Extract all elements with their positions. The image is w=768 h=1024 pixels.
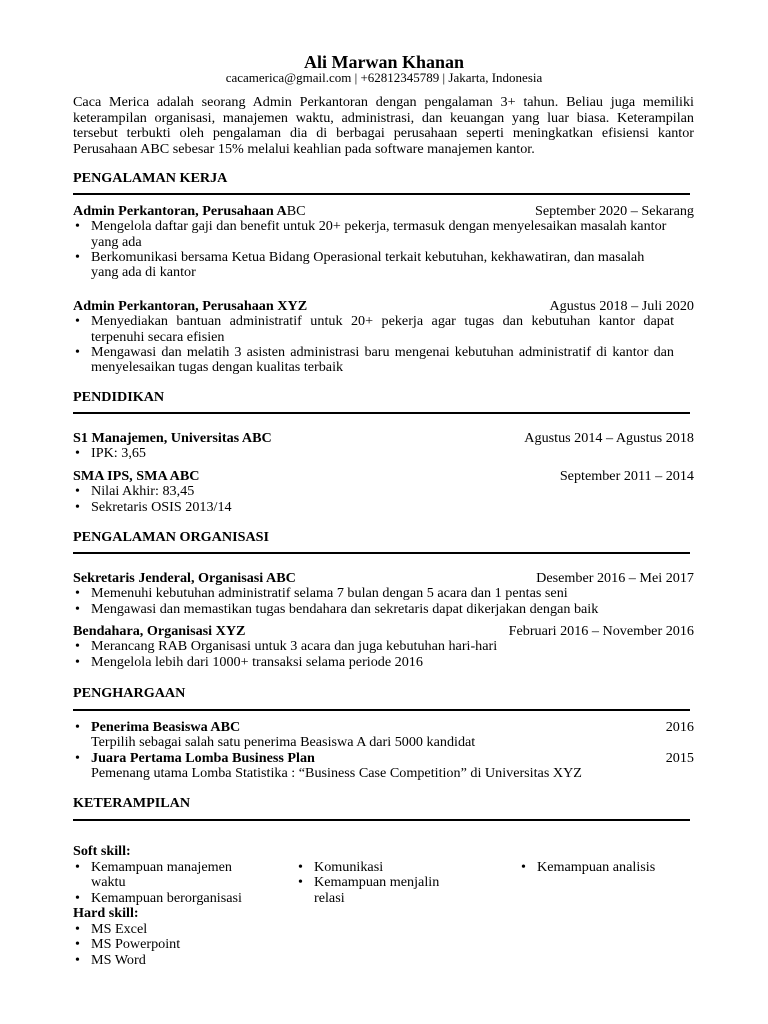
award-description: Terpilih sebagai salah satu penerima Beasiswa A dari 5000 kandidat [91,734,476,751]
entry-header [73,571,694,586]
bullet-item: • Merancang RAB Organisasi untuk 3 acara dan juga kebutuhan hari-hari [73,639,674,654]
bullet-item: • Menyediakan bantuan administratif untuk 20+ pekerja agar tugas dan kebutuhan kantor dapat terpenuhi secara efisien [73,314,674,345]
bullet-list [73,484,674,515]
bullet-list [73,219,674,280]
skill-item: • Kemampuan berorganisasi [73,891,246,906]
entry-header [73,431,694,446]
entry-date: Februari 2016 – November 2016 [508,623,694,639]
section-divider [73,819,690,821]
entry-date: September 2020 – Sekarang [534,203,694,219]
skill-item: • MS Powerpoint [73,937,674,952]
soft-skill-column [296,860,469,906]
entry-date: September 2011 – 2014 [559,468,694,484]
section-divider [73,552,690,554]
entry-title: S1 Manajemen, Universitas ABC [73,430,272,446]
entry-title: Bendahara, Organisasi XYZ [73,623,246,639]
entry-header [73,624,694,639]
skill-item: • Kemampuan analisis [519,860,692,875]
skill-item: • Kemampuan manajemen waktu [73,860,246,891]
hard-skill-list [73,922,694,968]
bullet-item: • Memenuhi kebutuhan administratif selama 7 bulan dengan 5 acara dan 1 pentas seni [73,586,674,601]
award-year: 2015 [665,749,694,766]
award-year: 2016 [665,719,694,735]
entry-header [73,469,694,484]
work-entry [73,299,694,375]
entry-title: Admin Perkantoran, Perusahaan XYZ [73,298,308,314]
summary-paragraph: Caca Merica adalah seorang Admin Perkantoran dengan pengalaman 3+ tahun. Beliau juga memiliki keterampilan organisasi, manajemen waktu, administrasi, dan keuangan yang luar biasa. Keterampilan tersebut terbukti oleh pengalaman dia di berbagai perusahaan seperti meningkatkan efisiensi kantor Perusahaan ABC sebesar 15% melalui keahlian pada software manajemen kantor. [73,94,694,157]
section-title-organization: PENGALAMAN ORGANISASI [73,529,270,545]
award-item [73,720,694,751]
entry-header [73,204,694,219]
name-heading: Ali Marwan Khanan [303,52,465,72]
section-title-awards: PENGHARGAAN [73,685,186,701]
section-divider [73,412,690,414]
organization-entry [73,571,694,617]
bullet-list [73,860,246,906]
bullet-item: • Mengelola lebih dari 1000+ transaksi selama periode 2016 [73,655,674,670]
entry-title: Sekretaris Jenderal, Organisasi ABC [73,570,296,586]
hard-skill-label: Hard skill: [73,905,139,921]
organization-entry [73,624,694,670]
entry-title-regular: BC [286,203,306,219]
bullet-item: • Sekretaris OSIS 2013/14 [73,500,674,515]
award-header [73,751,694,766]
education-entry [73,431,694,462]
soft-skill-column [519,860,692,875]
entry-date: Desember 2016 – Mei 2017 [536,570,694,586]
entry-title-bold: Admin Perkantoran, Perusahaan A [73,203,287,219]
bullet-item: • Mengawasi dan memastikan tugas bendahara dan sekretaris dapat dikerjakan dengan baik [73,602,674,617]
section-divider [73,193,690,195]
bullet-list [296,860,469,906]
entry-title: SMA IPS, SMA ABC [73,468,200,484]
bullet-list [73,586,674,617]
award-title: • Penerima Beasiswa ABC [91,719,241,735]
section-title-skills: KETERAMPILAN [73,795,191,811]
bullet-list [73,314,674,375]
skill-item: • Kemampuan menjalin relasi [296,875,469,906]
skill-item: • Komunikasi [296,860,469,875]
bullet-item: • Nilai Akhir: 83,45 [73,484,674,499]
skill-item: • MS Excel [73,922,674,937]
entry-title [73,204,306,219]
entry-header [73,299,694,314]
bullet-list [73,922,674,968]
entry-date: Agustus 2018 – Juli 2020 [549,298,694,314]
bullet-item: • IPK: 3,65 [73,446,674,461]
bullet-item: • Berkomunikasi bersama Ketua Bidang Operasional terkait kebutuhan, kekhawatiran, dan masalah yang ada di kantor [73,250,674,281]
bullet-list [519,860,692,875]
awards-list [73,720,694,781]
soft-skill-label: Soft skill: [73,843,131,859]
bullet-item: • Mengelola daftar gaji dan benefit untuk 20+ pekerja, termasuk dengan menyelesaikan masalah kantor yang ada [73,219,674,250]
education-entry [73,469,694,515]
award-title: • Juara Pertama Lomba Business Plan [91,749,315,766]
section-divider [73,709,690,711]
skill-item: • MS Word [73,953,674,968]
bullet-list [73,446,674,461]
bullet-item: • Mengawasi dan melatih 3 asisten administrasi baru mengenai kebutuhan administratif di kantor dan menyelesaikan tugas dengan kualitas terbaik [73,345,674,376]
award-item [73,751,694,782]
section-title-work: PENGALAMAN KERJA [73,170,228,186]
award-header [73,720,694,735]
entry-date: Agustus 2014 – Agustus 2018 [524,430,694,446]
soft-skill-column [73,860,246,906]
contact-line: cacamerica@gmail.com | +62812345789 | Jakarta, Indonesia [225,70,543,85]
award-description: Pemenang utama Lomba Statistika : “Business Case Competition” di Universitas XYZ [91,764,582,781]
work-entry [73,204,694,280]
section-title-education: PENDIDIKAN [73,389,165,405]
bullet-list [73,639,674,670]
